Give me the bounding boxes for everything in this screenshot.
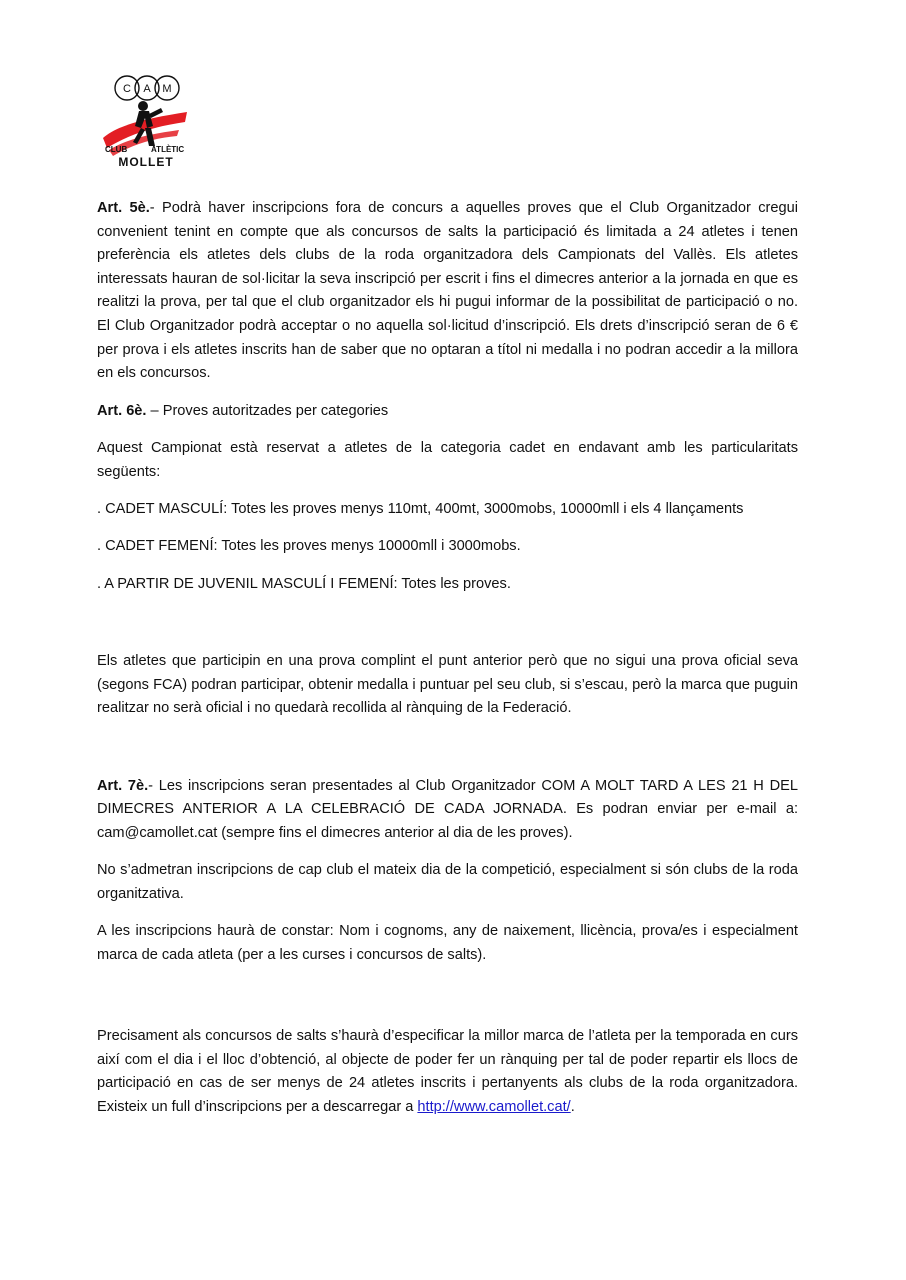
article-6-title: – Proves autoritzades per categories (146, 402, 389, 419)
logo-text-mollet: MOLLET (118, 155, 174, 169)
category-item-cadet-femeni: . CADET FEMENÍ: Totes les proves menys 10000mll i 3000mobs. (97, 538, 521, 555)
logo-text-atletic: ATLÈTIC (151, 145, 185, 154)
document-body (97, 197, 798, 1133)
logo-letter-a: A (143, 83, 151, 95)
spacer (97, 981, 798, 1025)
spacer (97, 735, 798, 775)
article-7-paragraph-3: A les inscripcions haurà de constar: Nom i cognoms, any de naixement, llicència, prova/es i especialment marca de cada atleta (per a les curses i concursos de salts). (97, 923, 798, 963)
logo-text-club: CLUB (105, 145, 128, 154)
website-link[interactable]: http://www.camollet.cat/ (417, 1099, 571, 1115)
article-6-heading (97, 400, 798, 424)
article-7-paragraph (97, 775, 798, 846)
club-logo (99, 54, 193, 176)
category-item-cadet-masculi: . CADET MASCULÍ: Totes les proves menys 110mt, 400mt, 3000mobs, 10000mll i els 4 llançaments (97, 500, 744, 517)
article-7-paragraph-2: No s’admetran inscripcions de cap club el mateix dia de la competició, especialment si són clubs de la roda organitzativa. (97, 862, 798, 902)
article-7-paragraph-4 (97, 1025, 798, 1119)
category-item-juvenil: . A PARTIR DE JUVENIL MASCULÍ I FEMENÍ: Totes les proves. (97, 575, 511, 592)
logo-letter-m: M (162, 83, 172, 95)
article-7-text: - Les inscripcions seran presentades al Club Organitzador COM A MOLT TARD A LES 21 H DEL DIMECRES ANTERIOR A LA CELEBRACIÓ DE CADA JORNADA. Es podran enviar per e-mail a: cam@camollet.cat (sempre fins el dimecres anterior al dia de les proves). (97, 777, 798, 841)
club-logo-graphic (99, 54, 193, 176)
article-7-paragraph-4-end: . (570, 1099, 575, 1115)
article-5-label: Art. 5è. (97, 200, 150, 216)
article-6-note: Els atletes que participin en una prova complint el punt anterior però que no sigui una prova oficial seva (segons FCA) podran participar, obtenir medalla i puntuar pel seu club, si s’escau, però la marca que puguin realitzar no serà oficial i no quedarà recollida al rànquing de la Federació. (97, 653, 798, 717)
article-7-label: Art. 7è. (97, 777, 149, 794)
article-5-text: - Podrà haver inscripcions fora de concurs a aquelles proves que el Club Organitzador cregui convenient tenint en compte que als concursos de salts la participació és limitada a 24 atletes i tenen preferència els atletes dels clubs de la roda organitzadora dels Campionats del Vallès. Els atletes interessats hauran de sol·licitar la seva inscripció per escrit i fins el dimecres anterior a la jornada en que es realitzi la prova, per tal que el club organitzador els hi pugui informar de la possibilitat de participació o no. El Club Organitzador podrà acceptar o no aquella sol·licitud d’inscripció. Els drets d’inscripció seran de 6 € per prova i els atletes inscrits han de saber que no optaran a títol ni medalla i no podran accedir a la millora en els concursos. (97, 200, 798, 382)
article-6-intro: Aquest Campionat està reservat a atletes de la categoria cadet en endavant amb les particularitats següents: (97, 439, 798, 480)
logo-letter-c: C (123, 83, 131, 95)
article-7-paragraph-4-text: Precisament als concursos de salts s’haurà d’especificar la millor marca de l’atleta per la temporada en curs així com el dia i el lloc d’obtenció, al objecte de poder fer un rànquing per tal de poder repartir els llocs de participació en cas de ser menys de 24 atletes inscrits i pertanyents als clubs de la roda organitzadora. Existeix un full d’inscripcions per a descarregar a (97, 1028, 798, 1115)
article-5-paragraph (97, 197, 798, 386)
spacer (97, 610, 798, 650)
article-6-label: Art. 6è. (97, 402, 147, 419)
